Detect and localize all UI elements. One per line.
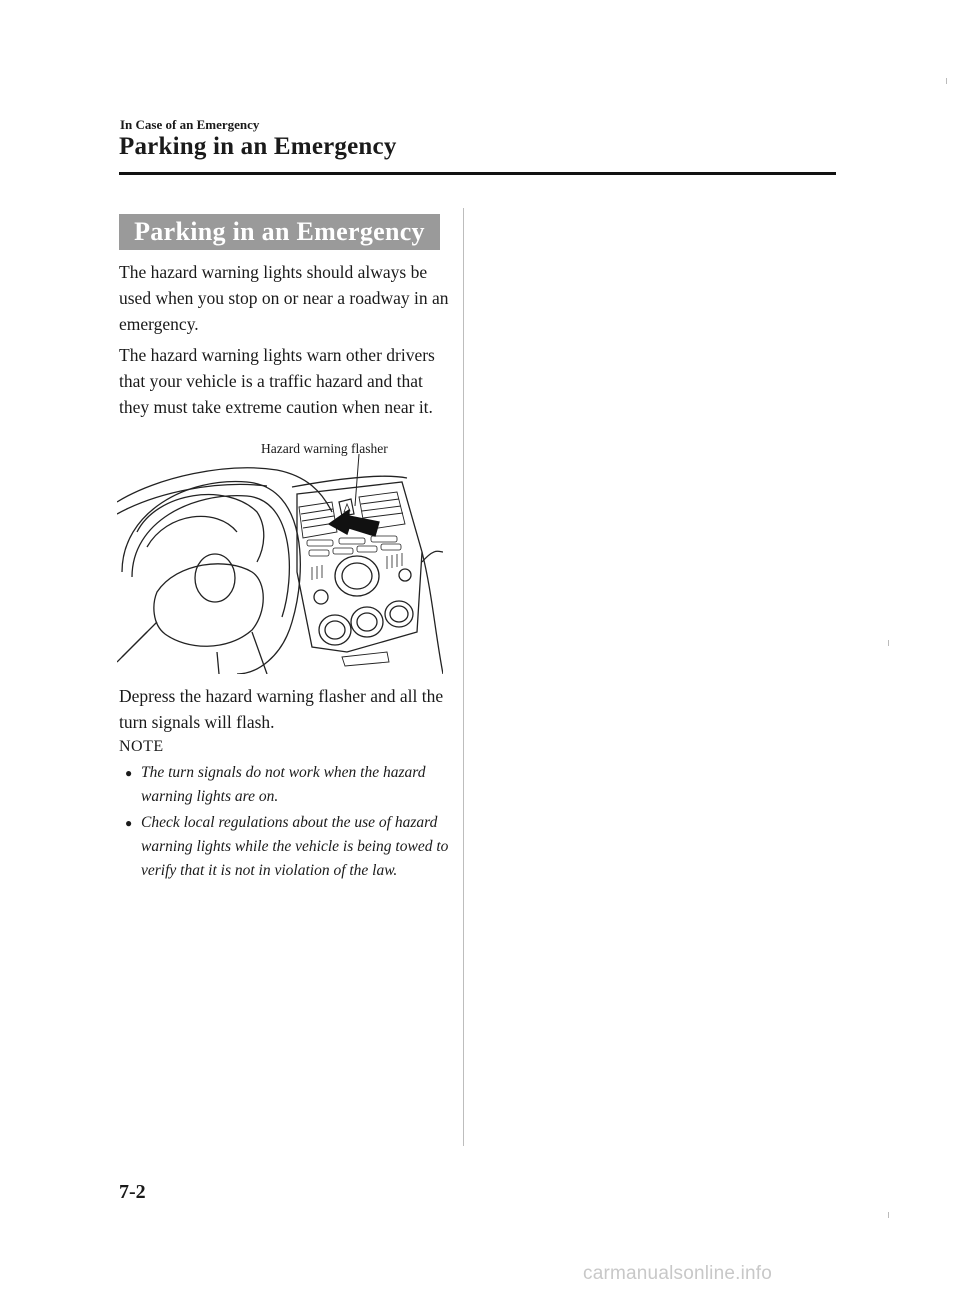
dashboard-illustration	[117, 452, 443, 674]
page-number: 7-2	[119, 1181, 146, 1203]
section-banner: Parking in an Emergency	[119, 214, 440, 250]
crop-mark	[888, 640, 889, 646]
figure-callout-label: Hazard warning flasher	[261, 441, 388, 456]
note-item: ● Check local regulations about the use of hazard warning lights while the vehicle is being towed to verify that it is not in violation of the law.	[119, 811, 449, 883]
column-divider	[463, 208, 464, 1146]
note-list	[119, 761, 449, 885]
paragraph-hazard-warning: The hazard warning lights warn other drivers that your vehicle is a traffic hazard and that they must take extreme caution when near it.	[119, 345, 435, 417]
bullet-icon: ●	[125, 766, 133, 780]
bullet-icon: ●	[125, 816, 133, 830]
watermark: carmanualsonline.info	[583, 1263, 773, 1284]
header-rule	[119, 172, 836, 175]
crop-mark	[888, 1212, 889, 1218]
chapter-title: Parking in an Emergency	[119, 133, 397, 160]
note-label: NOTE	[119, 738, 164, 755]
note-item: ● The turn signals do not work when the hazard warning lights are on.	[119, 761, 449, 809]
paragraph-depress-flasher: Depress the hazard warning flasher and all the turn signals will flash.	[119, 686, 444, 732]
crop-mark	[946, 78, 947, 84]
section-label: In Case of an Emergency	[120, 117, 260, 132]
paragraph-hazard-usage: The hazard warning lights should always be used when you stop on or near a roadway in an emergency.	[119, 262, 449, 334]
